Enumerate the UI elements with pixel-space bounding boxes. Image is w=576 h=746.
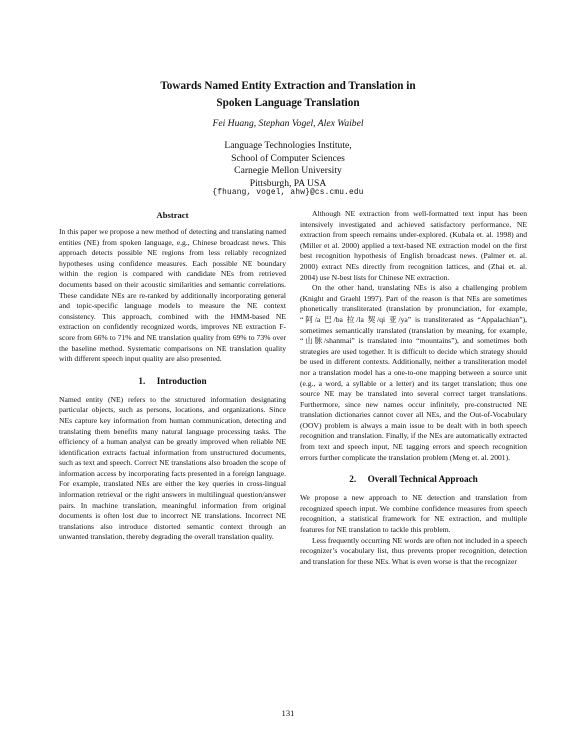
right-column (300, 209, 527, 567)
section-1-paragraph-3: On the other hand, translating NEs is also a challenging problem (Knight and Graehl 1997). Part of the reason is that NEs are sometimes phonetically transliterated (translation by pronunciation, for example, “阿/a 巴/ba 拉/la 契/qi 亚/ya” is transliterated as “Appalachian”), sometimes semantically translated (translation by meaning, for example, “山脉/shanmai” is translated into “mountains”), and sometimes both strategies are used together. It is difficult to decide which strategy should be used in different contexts. Additionally, neither a transliteration model nor a translation model has a one-to-one mapping between a source unit (e.g., a word, a syllable or a letter) and its target translation; thus one source NE may be translated into several correct target translations. Furthermore, since new names occur infinitely, pre-constructed NE translation dictionaries cannot cover all NEs, and the Out-of-Vocabulary (OOV) problem is always a main issue to be dealt with in both speech recognition and translation. Finally, if the NEs are automatically extracted from text and speech input, NE tagging errors and speech recognition errors further complicate the translation problem (Meng et. al. 2001). (300, 283, 527, 462)
section-1-heading: 1. Introduction (138, 375, 207, 386)
abstract-heading: Abstract (156, 210, 189, 220)
author-emails: {fhuang, vogel, ahw}@cs.cmu.edu (212, 189, 364, 197)
section-1-paragraph-2: Although NE extraction from well-formatted text input has been intensively investigated and achieved satisfactory performance, NE extraction from speech remains under-explored. (Kubala et. al. 1998) and (Miller et al. 2000) applied a text-based NE extraction model on the first best recognition hypothesis of English broadcast news. (Palmer et. al. 2000) extract NEs directly from recognition lattices, and (Zhai et. al. 2004) use N-best lists for Chinese NE extraction. (300, 209, 527, 282)
paper-authors: Fei Huang, Stephan Vogel, Alex Waibel (212, 118, 364, 129)
section-1-paragraph-1: Named entity (NE) refers to the structured information designating particular objects, such as persons, locations, and organizations. Since NEs capture key information from human communication, detecting and translating them benefits many natural language processing tasks. The efficiency of a human analyst can be greatly improved when reliable NE identification extracts factual information from unstructured documents, such as text and speech. Correct NE translations also broaden the scope of information access by incorporating facts presented in a foreign language. For example, translated NEs are either the key queries in cross-lingual information retrieval or the right answers in multilingual question/answer pairs. In machine translation, meaningful information from original documents is often lost due to incorrect NE translations. Incorrect NE translations also introduce distorted semantic context through an unwanted translation, thereby degrading the overall translation quality. (59, 394, 286, 542)
left-column (59, 209, 286, 543)
affiliation-line-2: School of Computer Sciences (231, 152, 345, 164)
affiliation-line-4: Pittsburgh, PA USA (249, 177, 327, 189)
affiliation-line-3: Carnegie Mellon University (234, 165, 342, 176)
page-number: 131 (281, 708, 295, 718)
section-2-paragraph-1: We propose a new approach to NE detection and translation from recognized speech input. We combine confidence measures from speech recognition, a statistical framework for NE extraction, and multiple features for NE translation to tackle this problem. (300, 493, 527, 535)
paper-title-line-2: Spoken Language Translation (216, 97, 360, 109)
paper-title-line-1: Towards Named Entity Extraction and Translation in (160, 80, 416, 92)
section-2-heading: 2. Overall Technical Approach (349, 474, 478, 485)
affiliation-line-1: Language Technologies Institute, (224, 140, 352, 151)
abstract-text: In this paper we propose a new method of detecting and translating named entities (NE) from spoken language, e.g., Chinese broadcast news. This approach detects possible NE regions from less reliably recognized hypotheses using confidence measures. Each possible NE boundary within the region is compared with candidate NEs from retrieved documents based on their acoustic similarities and semantic correlations. These candidate NEs are re-ranked by additionally incorporating general and topic-specific language models to measure the NE context consistency. This approach, combined with the HMM-based NE extraction on confidently recognized words, improves NE extraction F-score from 66% to 71% and NE translation quality from 69% to 73% over the baseline method. Systematic comparisons on NE translation quality with different speech input quality are also presented. (59, 227, 286, 364)
section-2-paragraph-2: Less frequently occurring NE words are often not included in a speech recognizer’s vocabulary list, thus prevents proper recognition, detection and translation for these NEs. What is even worse is that the recognizer (300, 535, 527, 566)
